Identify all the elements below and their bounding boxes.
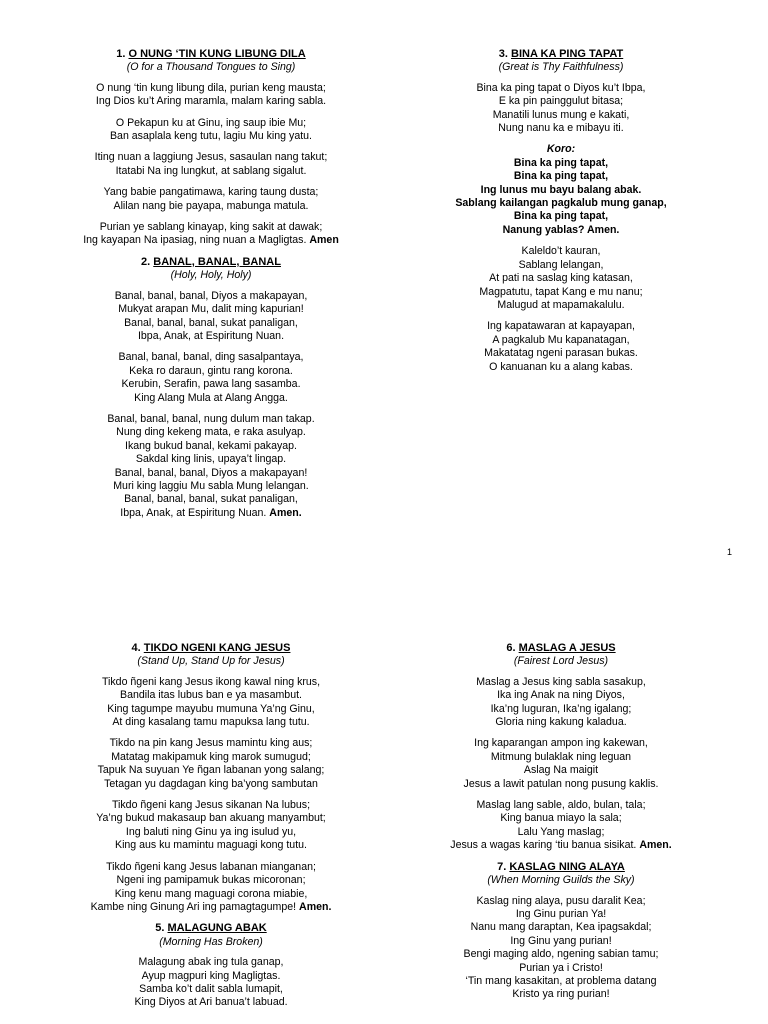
hymn-number: 6. bbox=[506, 642, 519, 654]
lyric-line: Jesus a lawit patulan nong pusung kaklis. bbox=[463, 777, 659, 790]
lyric-line: King banua miayo la sala; bbox=[500, 812, 622, 825]
lyric-line: Nung ding kekeng mata, e raka asulyap. bbox=[116, 426, 306, 439]
lyric-line: Ing kaparangan ampon ing kakewan, bbox=[474, 737, 648, 750]
lyric-line: King Diyos at Ari banua’t labuad. bbox=[134, 996, 288, 1009]
lyric-line: Aslag Na maigit bbox=[523, 764, 599, 777]
lyric-line: Sablang lelangan, bbox=[518, 258, 604, 271]
verse bbox=[34, 117, 388, 144]
hymn-title bbox=[34, 642, 388, 655]
lyric-line: Tikdo ñgeni kang Jesus ikong kawal ning krus, bbox=[101, 675, 321, 688]
lyric-line: King tagumpe mayubu mumuna Ya’ng Ginu, bbox=[107, 702, 315, 715]
lyric-line: Keka ro daraun, gintu rang korona. bbox=[129, 364, 293, 377]
lyric-line: Ing Dios ku’t Aring maramla, malam karing sabla. bbox=[95, 95, 327, 108]
verse bbox=[384, 245, 738, 312]
verse bbox=[384, 320, 738, 374]
verse bbox=[34, 221, 388, 248]
lyric-line: Ayup magpuri king Magligtas. bbox=[141, 969, 281, 982]
lyric-line: Banal, banal, banal, sukat panaligan, bbox=[124, 493, 298, 506]
lyric-line: Malugud at mapamakalulu. bbox=[497, 298, 625, 311]
lyric-line: Kaslag ning alaya, pusu daralit Kea; bbox=[476, 894, 646, 907]
lyric-line: Ing baluti ning Ginu ya ing isulud yu, bbox=[125, 825, 297, 838]
lyric-line: At pati na saslag king katasan, bbox=[489, 272, 633, 285]
hymn-title bbox=[384, 48, 738, 61]
hymn-title-text: KASLAG NING ALAYA bbox=[509, 860, 625, 873]
lyric-line: Magpatutu, tapat Kang e mu nanu; bbox=[479, 285, 643, 298]
lyric-line: Alilan nang bie payapa, mabunga matula. bbox=[113, 199, 309, 212]
lyric-line: Nanu mang daraptan, Kea ipagsakdal; bbox=[470, 921, 652, 934]
hymn-number: 3. bbox=[498, 48, 511, 60]
lyric-line: Ya’ng bukud makasaup ban akuang manyambut; bbox=[96, 812, 326, 825]
hymn-subtitle: (O for a Thousand Tongues to Sing) bbox=[126, 61, 296, 74]
amen-mark: Amen. bbox=[639, 839, 672, 852]
hymn-title-text: MALAGUNG ABAK bbox=[167, 922, 267, 935]
lyric-line: Ing kapatawaran at kapayapan, bbox=[487, 320, 635, 333]
hymn-number: 1. bbox=[116, 48, 129, 60]
hymn bbox=[34, 256, 388, 520]
lyric-line: Gloria ning kakung kaladua. bbox=[495, 716, 627, 729]
lyric-line: Ing kayapan Na ipasiag, ning nuan a Magligtas. Amen bbox=[83, 234, 339, 247]
lyric-line: Mukyat arapan Mu, dalit ming kapurian! bbox=[118, 303, 304, 316]
lyric-line: Manatili lunus mung e kakati, bbox=[492, 108, 630, 121]
lyric-line: Banal, banal, banal, sukat panaligan, bbox=[124, 316, 298, 329]
verse bbox=[34, 676, 388, 730]
lyric-line: Tetagan yu dagdagan king ba’yong sambutan bbox=[104, 777, 318, 790]
lyric-line: Purian ya i Cristo! bbox=[519, 961, 603, 974]
hymn-title-text: BANAL, BANAL, BANAL bbox=[153, 255, 281, 268]
verse bbox=[34, 151, 388, 178]
hymn-number: 4. bbox=[131, 642, 144, 654]
verse bbox=[34, 186, 388, 213]
lyric-line: O nung ‘tin kung libung dila, purian keng mausta; bbox=[96, 81, 326, 94]
hymn-subtitle: (When Morning Guilds the Sky) bbox=[487, 874, 635, 887]
column-top-left bbox=[34, 48, 388, 528]
lyric-line: Iting nuan a laggiung Jesus, sasaulan nang takut; bbox=[94, 151, 328, 164]
chorus-label: Koro: bbox=[546, 143, 576, 156]
verse bbox=[34, 861, 388, 915]
verse bbox=[384, 737, 738, 791]
hymn-subtitle: (Fairest Lord Jesus) bbox=[513, 655, 609, 668]
lyric-line: Samba ko’t dalit sabla lumapit, bbox=[139, 982, 283, 995]
verse bbox=[34, 82, 388, 109]
lyric-line: Ngeni ing pamipamuk bukas micoronan; bbox=[116, 874, 306, 887]
lyric-line: Sablang kailangan pagkalub mung ganap, bbox=[455, 197, 667, 210]
lyric-line: Banal, banal, banal, ding sasalpantaya, bbox=[118, 351, 304, 364]
verse bbox=[384, 82, 738, 136]
lyric-line: King kenu mang maguagi corona miabie, bbox=[114, 887, 308, 900]
verse bbox=[384, 799, 738, 853]
hymn bbox=[34, 922, 388, 1009]
lyric-line: Kaleldo’t kauran, bbox=[521, 245, 601, 258]
hymn bbox=[384, 861, 738, 1002]
lyric-line: Bina ka ping tapat o Diyos ku’t Ibpa, bbox=[476, 81, 646, 94]
hymn-subtitle: (Great is Thy Faithfulness) bbox=[498, 61, 624, 74]
lyric-line: Purian ye sablang kinayap, king sakit at dawak; bbox=[99, 221, 323, 234]
lyric-line: Maslag lang sable, aldo, bulan, tala; bbox=[476, 799, 646, 812]
lyric-line: Lalu Yang maslag; bbox=[517, 825, 605, 838]
verse bbox=[34, 799, 388, 853]
lyric-line: Nanung yablas? Amen. bbox=[502, 223, 620, 236]
lyric-line: Malagung abak ing tula ganap, bbox=[138, 956, 284, 969]
lyric-line: Nung nanu ka e mibayu iti. bbox=[498, 122, 624, 135]
lyric-line: Bandila itas lubus ban e ya masambut. bbox=[120, 689, 302, 702]
amen-mark: Amen. bbox=[269, 506, 302, 519]
lyric-line: Banal, banal, banal, Diyos a makapayan, bbox=[114, 289, 308, 302]
verse bbox=[34, 351, 388, 405]
hymn-title-text: O NUNG ‘TIN KUNG LIBUNG DILA bbox=[128, 48, 306, 60]
lyric-line: Mitmung bulaklak ning leguan bbox=[490, 750, 632, 763]
column-top-right bbox=[384, 48, 738, 382]
lyric-line: Banal, banal, banal, nung dulum man takap. bbox=[107, 412, 315, 425]
hymn-subtitle: (Morning Has Broken) bbox=[159, 935, 263, 948]
lyric-line: At ding kasalang tamu mapuksa lang tutu. bbox=[112, 716, 310, 729]
column-bottom-right bbox=[384, 642, 738, 1010]
hymn-title bbox=[34, 922, 388, 935]
hymn-title-text: MASLAG A JESUS bbox=[518, 642, 616, 654]
verse bbox=[34, 956, 388, 1010]
lyric-line: Bengi maging aldo, ngening sabian tamu; bbox=[463, 948, 659, 961]
lyric-line: Bina ka ping tapat, bbox=[513, 170, 609, 183]
lyric-line: O kanuanan ku a alang kabas. bbox=[489, 360, 633, 373]
hymn bbox=[384, 48, 738, 374]
lyric-line: Matatag makipamuk king marok sumugud; bbox=[111, 750, 311, 763]
hymn-subtitle: (Holy, Holy, Holy) bbox=[170, 269, 252, 282]
hymn bbox=[384, 642, 738, 853]
verse bbox=[34, 413, 388, 520]
lyric-line: Ikang bukud banal, kekami pakayap. bbox=[125, 439, 297, 452]
lyric-line: Ika’ng luguran, Ika’ng igalang; bbox=[490, 702, 632, 715]
lyric-line: Kristo ya ring purian! bbox=[512, 988, 610, 1001]
verse bbox=[384, 676, 738, 730]
verse bbox=[34, 737, 388, 791]
lyric-line: Tikdo ñgeni kang Jesus labanan mianganan; bbox=[106, 860, 316, 873]
hymn-number: 7. bbox=[497, 860, 510, 873]
hymn-title bbox=[384, 642, 738, 655]
hymn-subtitle: (Stand Up, Stand Up for Jesus) bbox=[137, 655, 285, 668]
lyric-line: King Alang Mula at Alang Angga. bbox=[134, 391, 288, 404]
lyric-line: Yang babie pangatimawa, karing taung dusta; bbox=[103, 186, 319, 199]
hymn-title bbox=[384, 861, 738, 874]
lyric-line: Makatatag ngeni parasan bukas. bbox=[484, 347, 638, 360]
column-bottom-left bbox=[34, 642, 388, 1018]
lyric-line: Sakdal king linis, upaya’t lingap. bbox=[135, 453, 287, 466]
lyric-line: ‘Tin mang kasakitan, at problema datang bbox=[465, 974, 657, 987]
page-number: 1 bbox=[727, 547, 733, 557]
lyric-line: Bina ka ping tapat, bbox=[513, 156, 609, 169]
lyric-line: Ibpa, Anak, at Espiritung Nuan. bbox=[137, 329, 285, 342]
lyric-line: Maslag a Jesus king sabla sasakup, bbox=[476, 675, 646, 688]
lyric-line: Jesus a wagas karing ‘tiu banua sisikat. Amen. bbox=[450, 839, 672, 852]
hymn-title-text: BINA KA PING TAPAT bbox=[511, 48, 624, 60]
lyric-line: Ibpa, Anak, at Espiritung Nuan. Amen. bbox=[120, 506, 302, 519]
lyric-line: Kerubin, Serafin, pawa lang sasamba. bbox=[121, 378, 301, 391]
verse bbox=[34, 290, 388, 344]
amen-mark: Amen bbox=[309, 234, 339, 247]
hymn-title-text: TIKDO NGENI KANG JESUS bbox=[143, 642, 291, 654]
hymn-title bbox=[34, 256, 388, 269]
lyric-line: Ing Ginu purian Ya! bbox=[515, 907, 607, 920]
lyric-line: O Pekapun ku at Ginu, ing saup ibie Mu; bbox=[115, 116, 307, 129]
lyric-line: Ika ing Anak na ning Diyos, bbox=[497, 689, 625, 702]
lyric-line: Banal, banal, banal, Diyos a makapayan! bbox=[114, 466, 308, 479]
lyric-line: Bina ka ping tapat, bbox=[513, 210, 609, 223]
lyric-line: A pagkalub Mu kapanatagan, bbox=[492, 333, 630, 346]
lyric-line: Itatabi Na ing lungkut, at sablang sigalut. bbox=[115, 164, 307, 177]
hymn bbox=[34, 48, 388, 248]
hymn-number: 5. bbox=[155, 922, 168, 935]
hymn-number: 2. bbox=[141, 255, 154, 268]
lyric-line: Tikdo na pin kang Jesus mamintu king aus; bbox=[109, 737, 313, 750]
lyric-line: Ing Ginu yang purian! bbox=[510, 934, 612, 947]
lyric-line: Ban asaplala keng tutu, lagiu Mu king yatu. bbox=[109, 130, 312, 143]
lyric-line: Muri king laggiu Mu sabla Mung lelangan. bbox=[113, 479, 309, 492]
lyric-line: King aus ku mamintu maguagi kong tutu. bbox=[115, 839, 307, 852]
lyric-line: Ing lunus mu bayu balang abak. bbox=[480, 183, 642, 196]
lyric-line: Tikdo ñgeni kang Jesus sikanan Na lubus; bbox=[111, 799, 311, 812]
lyric-line: Kambe ning Ginung Ari ing pamagtagumpe! Amen. bbox=[90, 900, 332, 913]
hymn-title bbox=[34, 48, 388, 61]
lyric-line: E ka pin painggulut bitasa; bbox=[498, 95, 624, 108]
lyric-line: Tapuk Na suyuan Ye ñgan labanan yong salang; bbox=[97, 764, 325, 777]
hymn bbox=[34, 642, 388, 914]
chorus bbox=[384, 157, 738, 237]
verse bbox=[384, 895, 738, 1002]
amen-mark: Amen. bbox=[299, 900, 332, 913]
